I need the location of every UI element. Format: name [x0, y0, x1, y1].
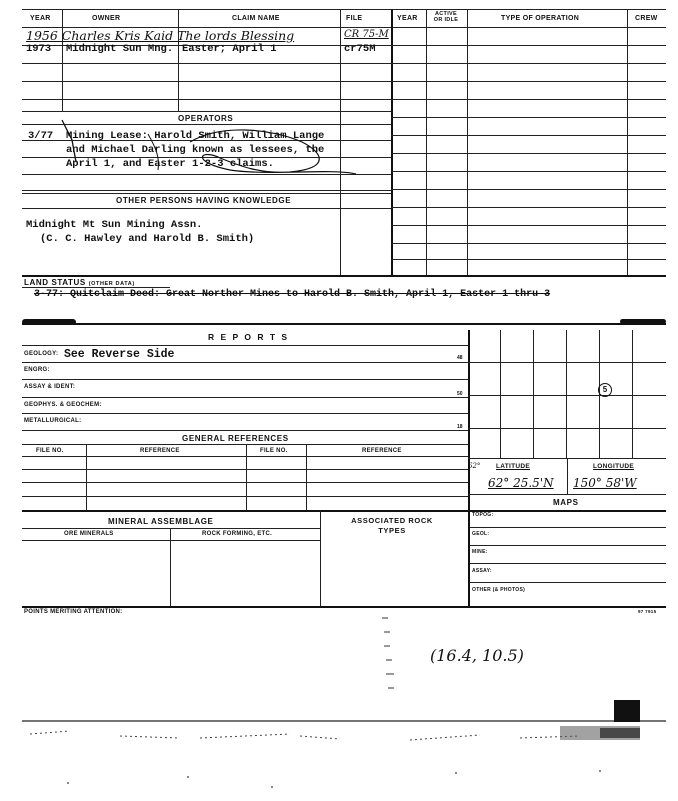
row-rule — [391, 63, 666, 64]
row-rule — [22, 397, 468, 398]
assay-ident-label: ASSAY & IDENT: — [24, 384, 76, 390]
row-rule — [391, 81, 666, 82]
row-rule — [391, 117, 666, 118]
row-rule — [22, 379, 468, 380]
col-divider — [62, 9, 63, 27]
reports-top-rule — [22, 323, 666, 325]
maps-other-label: OTHER (& PHOTOS) — [472, 587, 526, 593]
bottom-rule — [22, 606, 666, 608]
knowledge-header: OTHER PERSONS HAVING KNOWLEDGE — [116, 196, 292, 205]
knowledge-line-2: (C. C. Hawley and Harold B. Smith) — [40, 233, 255, 245]
top-table-bottom — [22, 275, 666, 277]
form-number: 97 7915 — [638, 609, 657, 614]
row-rule — [468, 563, 666, 564]
operators-rule — [22, 111, 391, 112]
handwritten-owner-line: 1956 Charles Kris Kaid The lords Blessing — [26, 28, 295, 43]
operators-header: OPERATORS — [178, 114, 234, 123]
row-rule — [391, 171, 666, 172]
col-divider — [246, 444, 247, 510]
owner-entry-file: cr75M — [344, 43, 376, 55]
geology-label: GEOLOGY: — [24, 351, 59, 357]
latitude-value: 62° 25.5'N — [488, 476, 554, 490]
points-meriting-attention-label: POINTS MERITING ATTENTION: — [24, 609, 123, 615]
scan-specks — [370, 608, 450, 698]
grid-line — [533, 330, 534, 458]
geophys-geochem-label: GEOPHYS. & GEOCHEM: — [24, 402, 102, 408]
row-rule — [22, 456, 468, 457]
handwritten-coordinates: (16.4, 10.5) — [430, 646, 524, 665]
col-divider — [567, 458, 568, 494]
knowledge-rule — [22, 193, 391, 194]
associated-rock-types-header: ASSOCIATED ROCK TYPES — [351, 516, 433, 535]
maps-geol-label: GEOL: — [472, 531, 490, 537]
col-divider — [86, 444, 87, 510]
col-divider — [178, 9, 179, 27]
engrg-label: ENGRG: — [24, 367, 50, 373]
general-references-header: GENERAL REFERENCES — [182, 434, 289, 443]
row-rule — [22, 362, 468, 363]
longitude-label: LONGITUDE — [593, 463, 634, 470]
row-rule — [391, 225, 666, 226]
ref-col-reference: REFERENCE — [140, 448, 180, 454]
owner-entry-owner: Midnight Sun Mng. — [66, 43, 174, 55]
col-owner-header: OWNER — [92, 15, 121, 22]
operators-line-3: April 1, and Easter 1-2-3 claims. — [66, 158, 274, 170]
margin-number: 48 — [457, 355, 463, 361]
row-rule — [468, 494, 666, 495]
scan-noise — [0, 700, 678, 801]
row-rule — [391, 153, 666, 154]
ref-col-file-no: FILE NO. — [36, 448, 64, 454]
grid-line — [500, 330, 501, 458]
row-rule — [22, 469, 468, 470]
longitude-value: 150° 58'W — [573, 476, 637, 490]
grid-line — [632, 330, 633, 458]
row-rule — [22, 81, 391, 82]
ref-col-reference-2: REFERENCE — [362, 448, 402, 454]
reports-rule — [22, 345, 468, 346]
knowledge-line-1: Midnight Mt Sun Mining Assn. — [26, 219, 203, 231]
col-active-idle-header: ACTIVE OR IDLE — [433, 11, 459, 23]
margin-number: 50 — [457, 391, 463, 397]
col-type-operation-header: TYPE OF OPERATION — [501, 15, 580, 22]
maps-mine-label: MINE: — [472, 549, 488, 555]
row-rule — [22, 528, 320, 529]
row-rule — [22, 444, 468, 445]
latitude-prefix: 62° — [468, 462, 481, 470]
row-rule — [391, 207, 666, 208]
grid-line — [468, 362, 666, 363]
col-claim-name-header: CLAIM NAME — [232, 15, 280, 22]
row-rule — [391, 189, 666, 190]
rock-forming-header: ROCK FORMING, ETC. — [202, 531, 273, 537]
operators-line-1: Mining Lease: Harold Smith, William Lange — [66, 130, 325, 142]
col-year2-header: YEAR — [397, 15, 418, 22]
row-rule — [22, 496, 468, 497]
col-divider — [467, 9, 468, 275]
mineral-assemblage-header: MINERAL ASSEMBLAGE — [108, 517, 214, 526]
col-divider — [468, 510, 470, 606]
handwritten-scribble — [40, 118, 380, 180]
row-rule — [22, 190, 391, 191]
row-rule — [22, 99, 391, 100]
margin-number: 18 — [457, 424, 463, 430]
grid-line — [468, 395, 666, 396]
row-rule — [391, 259, 666, 260]
ore-minerals-header: ORE MINERALS — [64, 531, 114, 537]
row-rule — [22, 63, 391, 64]
row-rule — [391, 135, 666, 136]
knowledge-rule — [22, 208, 391, 209]
grid-line — [468, 428, 666, 429]
latitude-label: LATITUDE — [496, 463, 531, 470]
col-divider — [391, 9, 393, 275]
grid-line — [566, 330, 567, 458]
maps-topog-label: TOPOG: — [472, 512, 494, 518]
col-crew-header: CREW — [635, 15, 658, 22]
handwritten-file-number: CR 75-M — [344, 29, 389, 40]
col-divider — [627, 9, 628, 275]
circled-number: 5 — [598, 383, 612, 397]
col-year-header: YEAR — [30, 15, 51, 22]
geology-value: See Reverse Side — [64, 348, 175, 361]
col-divider — [426, 9, 427, 275]
row-rule — [391, 243, 666, 244]
row-rule — [22, 413, 468, 414]
row-rule — [391, 99, 666, 100]
row-rule — [22, 430, 468, 431]
land-status-text: 3-77: Quitclaim Deed: Great Norther Mines to Harold B. Smith, April 1, Easter 1 thru 3 — [34, 289, 551, 300]
col-divider — [170, 528, 171, 606]
reports-divider — [468, 330, 470, 514]
operators-line-2: and Michael Darling known as lessees, the — [66, 144, 325, 156]
owner-entry-claim: Easter; April 1 — [182, 43, 277, 55]
row-rule — [468, 582, 666, 583]
top-border — [22, 9, 666, 10]
col-divider — [306, 444, 307, 510]
land-status-label: LAND STATUS (OTHER DATA) — [24, 278, 135, 287]
ref-col-file-no-2: FILE NO. — [260, 448, 288, 454]
land-status-underline — [22, 287, 170, 288]
reports-header: R E P O R T S — [208, 332, 290, 342]
row-rule — [391, 45, 666, 46]
row-rule — [22, 540, 320, 541]
metallurgical-label: METALLURGICAL: — [24, 418, 82, 424]
row-rule — [468, 545, 666, 546]
owner-entry-year: 1973 — [26, 43, 52, 55]
maps-assay-label: ASSAY: — [472, 568, 492, 574]
row-rule — [468, 527, 666, 528]
operators-date: 3/77 — [28, 130, 54, 142]
maps-header: MAPS — [553, 498, 579, 507]
row-rule — [22, 510, 666, 512]
col-divider — [320, 510, 321, 606]
col-file-header: FILE — [346, 15, 363, 22]
row-rule — [22, 482, 468, 483]
